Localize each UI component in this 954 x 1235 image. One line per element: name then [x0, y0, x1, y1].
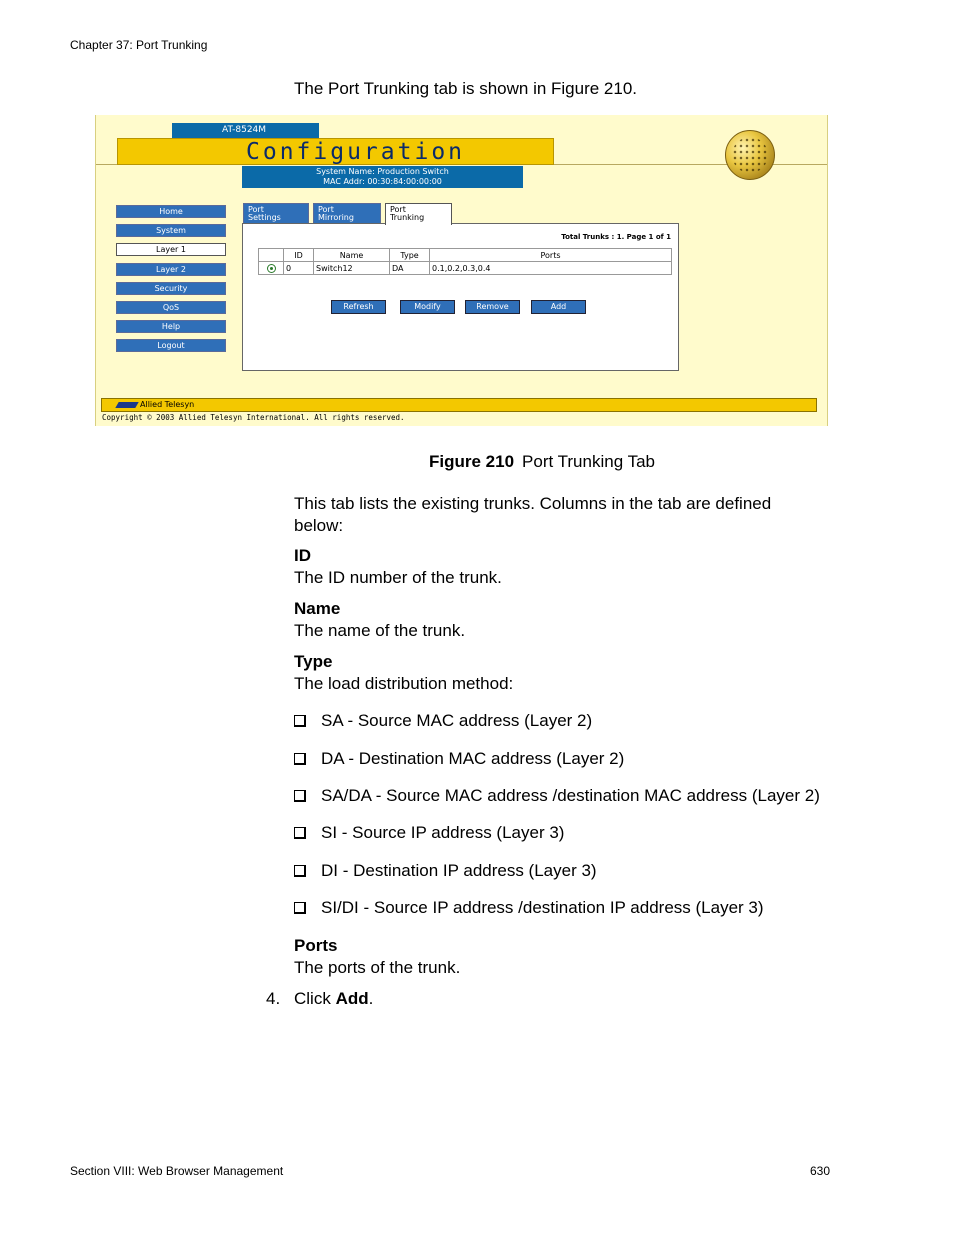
type-cell: DA — [390, 262, 430, 275]
remove-button[interactable]: Remove — [465, 300, 520, 314]
intro-text: The Port Trunking tab is shown in Figure 210. — [294, 79, 638, 98]
page-title: Configuration — [246, 139, 466, 165]
term-ports-desc: The ports of the trunk. — [294, 958, 461, 977]
add-button[interactable]: Add — [531, 300, 586, 314]
list-item — [294, 898, 764, 918]
name-cell: Switch12 — [314, 262, 390, 275]
list-item-text: SI/DI - Source IP address /destination IP address (Layer 3) — [321, 898, 764, 917]
tab-label-line2: Settings — [248, 213, 281, 222]
tab-label-line1: Port — [318, 205, 334, 214]
select-column-header — [259, 249, 284, 262]
nav-qos-button[interactable]: QoS — [116, 301, 226, 314]
tab-port-mirroring[interactable] — [313, 203, 381, 224]
row-select-cell — [259, 262, 284, 275]
checkbox-bullet-icon — [294, 715, 306, 727]
trunk-panel — [242, 223, 679, 371]
mac-address: MAC Addr: 00:30:84:00:00:00 — [323, 177, 442, 186]
checkbox-bullet-icon — [294, 790, 306, 802]
nav-system-button[interactable]: System — [116, 224, 226, 237]
tab-port-trunking[interactable] — [385, 203, 452, 225]
list-item — [294, 749, 624, 769]
page-number: 630 — [810, 1164, 831, 1178]
table-header-row — [259, 249, 672, 262]
column-header: Ports — [430, 249, 672, 262]
list-item — [294, 823, 564, 843]
list-item-text: SA/DA - Source MAC address /destination MAC address (Layer 2) — [321, 786, 820, 805]
nav-home-button[interactable]: Home — [116, 205, 226, 218]
trunk-table — [258, 248, 672, 275]
tab-port-settings[interactable] — [243, 203, 309, 224]
figure-label: Figure 210 — [429, 452, 515, 471]
running-header: Chapter 37: Port Trunking — [70, 38, 208, 52]
brand-logo-icon — [115, 402, 138, 408]
step-prefix: Click — [294, 989, 336, 1008]
refresh-button[interactable]: Refresh — [331, 300, 386, 314]
term-id-desc: The ID number of the trunk. — [294, 568, 502, 587]
table-row — [259, 262, 672, 275]
title-bar — [117, 138, 554, 165]
list-item — [294, 861, 597, 881]
modify-button[interactable]: Modify — [400, 300, 455, 314]
nav-help-button[interactable]: Help — [116, 320, 226, 333]
tab-label-line1: Port — [248, 205, 264, 214]
nav-logout-button[interactable]: Logout — [116, 339, 226, 352]
nav-layer1-button[interactable]: Layer 1 — [116, 243, 226, 256]
ports-cell: 0.1,0.2,0.3,0.4 — [430, 262, 672, 275]
id-cell: 0 — [284, 262, 314, 275]
row-radio-button[interactable] — [267, 264, 276, 273]
checkbox-bullet-icon — [294, 753, 306, 765]
footer-section: Section VIII: Web Browser Management — [70, 1164, 284, 1178]
globe-logo-icon — [725, 130, 775, 180]
system-name: System Name: Production Switch — [316, 167, 449, 176]
total-trunks-text: Total Trunks : 1. Page 1 of 1 — [561, 233, 671, 241]
term-ports: Ports — [294, 936, 338, 955]
column-header: Name — [314, 249, 390, 262]
term-type-desc: The load distribution method: — [294, 674, 514, 693]
column-header: Type — [390, 249, 430, 262]
list-item-text: SA - Source MAC address (Layer 2) — [321, 711, 593, 730]
tab-label-line1: Port — [390, 205, 406, 214]
checkbox-bullet-icon — [294, 827, 306, 839]
list-item-text: DA - Destination MAC address (Layer 2) — [321, 749, 625, 768]
description-text: This tab lists the existing trunks. Columns in the tab are defined below: — [294, 494, 772, 535]
term-name: Name — [294, 599, 341, 618]
checkbox-bullet-icon — [294, 902, 306, 914]
list-item-text: DI - Destination IP address (Layer 3) — [321, 861, 597, 880]
step-suffix: . — [368, 989, 374, 1008]
nav-layer2-button[interactable]: Layer 2 — [116, 263, 226, 276]
figure-screenshot — [95, 115, 828, 426]
copyright-text: Copyright © 2003 Allied Telesyn International. All rights reserved. — [102, 413, 405, 422]
nav-security-button[interactable]: Security — [116, 282, 226, 295]
model-label: AT-8524M — [172, 123, 319, 138]
step-action: Add — [335, 989, 369, 1008]
tab-label-line2: Mirroring — [318, 213, 354, 222]
term-id: ID — [294, 546, 311, 565]
term-type: Type — [294, 652, 333, 671]
figure-caption — [429, 452, 655, 472]
column-header: ID — [284, 249, 314, 262]
tab-label-line2: Trunking — [390, 213, 425, 222]
term-name-desc: The name of the trunk. — [294, 621, 466, 640]
list-item — [294, 786, 820, 806]
brand-footer-bar — [101, 398, 817, 412]
step-item — [266, 989, 373, 1009]
list-item — [294, 711, 592, 731]
step-number: 4. — [266, 989, 281, 1008]
brand-name: Allied Telesyn — [140, 400, 195, 409]
system-info-bar — [242, 166, 523, 188]
list-item-text: SI - Source IP address (Layer 3) — [321, 823, 565, 842]
figure-caption-text: Port Trunking Tab — [522, 452, 655, 471]
checkbox-bullet-icon — [294, 865, 306, 877]
